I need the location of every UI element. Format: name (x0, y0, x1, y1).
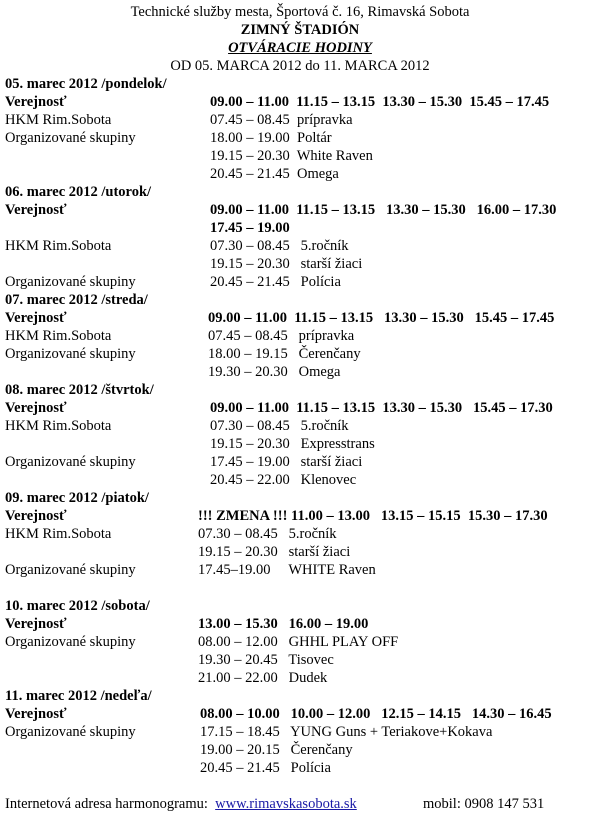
row-value: 08.00 – 10.00 10.00 – 12.00 12.15 – 14.15 14.30 – 16.45 (200, 706, 552, 722)
row-value: 07.30 – 08.45 5.ročník (210, 238, 349, 254)
row-label: Verejnosť (5, 94, 67, 110)
row-label: Verejnosť (5, 310, 67, 326)
row-value: 20.45 – 21.45 Omega (210, 166, 339, 182)
row-value: 18.00 – 19.00 Poltár (210, 130, 332, 146)
row-label: Organizované skupiny (5, 454, 136, 470)
row-value: 19.15 – 20.30 starší žiaci (210, 256, 363, 272)
row-value: 19.15 – 20.30 Expresstrans (210, 436, 375, 452)
row-label: Verejnosť (5, 706, 67, 722)
row-value: 08.00 – 12.00 GHHL PLAY OFF (198, 634, 399, 650)
period-text: OD 05. MARCA 2012 do 11. MARCA 2012 (170, 58, 430, 74)
row-value: 17.45–19.00 WHITE Raven (198, 562, 376, 578)
row-value: 09.00 – 11.00 11.15 – 13.15 13.30 – 15.30 15.45 – 17.45 (210, 94, 550, 110)
day-heading: 11. marec 2012 /nedeľa/ (5, 688, 152, 704)
day-heading: 06. marec 2012 /utorok/ (5, 184, 152, 200)
row-value: 21.00 – 22.00 Dudek (198, 670, 328, 686)
row-value: 17.15 – 18.45 YUNG Guns + Teriakove+Kokava (200, 724, 493, 740)
row-label: Organizované skupiny (5, 634, 136, 650)
row-value: 09.00 – 11.00 11.15 – 13.15 13.30 – 15.30 16.00 – 17.30 (210, 202, 557, 218)
footer-phone: mobil: 0908 147 531 (423, 796, 545, 812)
footer-label: Internetová adresa harmonogramu: (5, 796, 208, 812)
row-label: Organizované skupiny (5, 346, 136, 362)
row-label: HKM Rim.Sobota (5, 526, 112, 542)
row-value: 07.45 – 08.45 prípravka (210, 112, 353, 128)
row-label: HKM Rim.Sobota (5, 328, 112, 344)
row-value: 20.45 – 22.00 Klenovec (210, 472, 357, 488)
row-label: Verejnosť (5, 202, 67, 218)
row-value: 19.00 – 20.15 Čerenčany (200, 742, 353, 758)
row-value: 18.00 – 19.15 Čerenčany (208, 346, 361, 362)
row-label: Organizované skupiny (5, 562, 136, 578)
row-value: 17.45 – 19.00 (210, 220, 290, 236)
row-label: HKM Rim.Sobota (5, 112, 112, 128)
day-heading: 08. marec 2012 /štvrtok/ (5, 382, 154, 398)
row-label: HKM Rim.Sobota (5, 238, 112, 254)
row-value: 19.30 – 20.45 Tisovec (198, 652, 334, 668)
row-value: 17.45 – 19.00 starší žiaci (210, 454, 363, 470)
row-value: 07.30 – 08.45 5.ročník (210, 418, 349, 434)
row-value: 19.15 – 20.30 White Raven (210, 148, 373, 164)
row-label: Verejnosť (5, 400, 67, 416)
row-value: 07.45 – 08.45 prípravka (208, 328, 355, 344)
row-value: !!! ZMENA !!! 11.00 – 13.00 13.15 – 15.15 15.30 – 17.30 (198, 508, 548, 524)
row-label: Organizované skupiny (5, 724, 136, 740)
row-value: 09.00 – 11.00 11.15 – 13.15 13.30 – 15.30 15.45 – 17.45 (208, 310, 555, 326)
row-value: 13.00 – 15.30 16.00 – 19.00 (198, 616, 369, 632)
row-label: HKM Rim.Sobota (5, 418, 112, 434)
row-value: 07.30 – 08.45 5.ročník (198, 526, 337, 542)
row-value: 09.00 – 11.00 11.15 – 13.15 13.30 – 15.30 15.45 – 17.30 (210, 400, 553, 416)
row-value: 19.30 – 20.30 Omega (208, 364, 341, 380)
day-heading: 07. marec 2012 /streda/ (5, 292, 148, 308)
row-label: Verejnosť (5, 508, 67, 524)
row-value: 20.45 – 21.45 Polícia (200, 760, 331, 776)
row-label: Verejnosť (5, 616, 67, 632)
day-heading: 10. marec 2012 /sobota/ (5, 598, 150, 614)
row-label: Organizované skupiny (5, 274, 136, 290)
day-heading: 09. marec 2012 /piatok/ (5, 490, 149, 506)
venue-title: ZIMNÝ ŠTADIÓN (240, 22, 360, 38)
header-organization: Technické služby mesta, Športová č. 16, Rimavská Sobota (130, 4, 470, 20)
row-label: Organizované skupiny (5, 130, 136, 146)
day-heading: 05. marec 2012 /pondelok/ (5, 76, 167, 92)
footer (5, 795, 545, 813)
row-value: 19.15 – 20.30 starší žiaci (198, 544, 351, 560)
opening-hours-title: OTVÁRACIE HODINY (228, 40, 372, 56)
row-value: 20.45 – 21.45 Polícia (210, 274, 341, 290)
website-link[interactable]: www.rimavskasobota.sk (215, 796, 357, 812)
